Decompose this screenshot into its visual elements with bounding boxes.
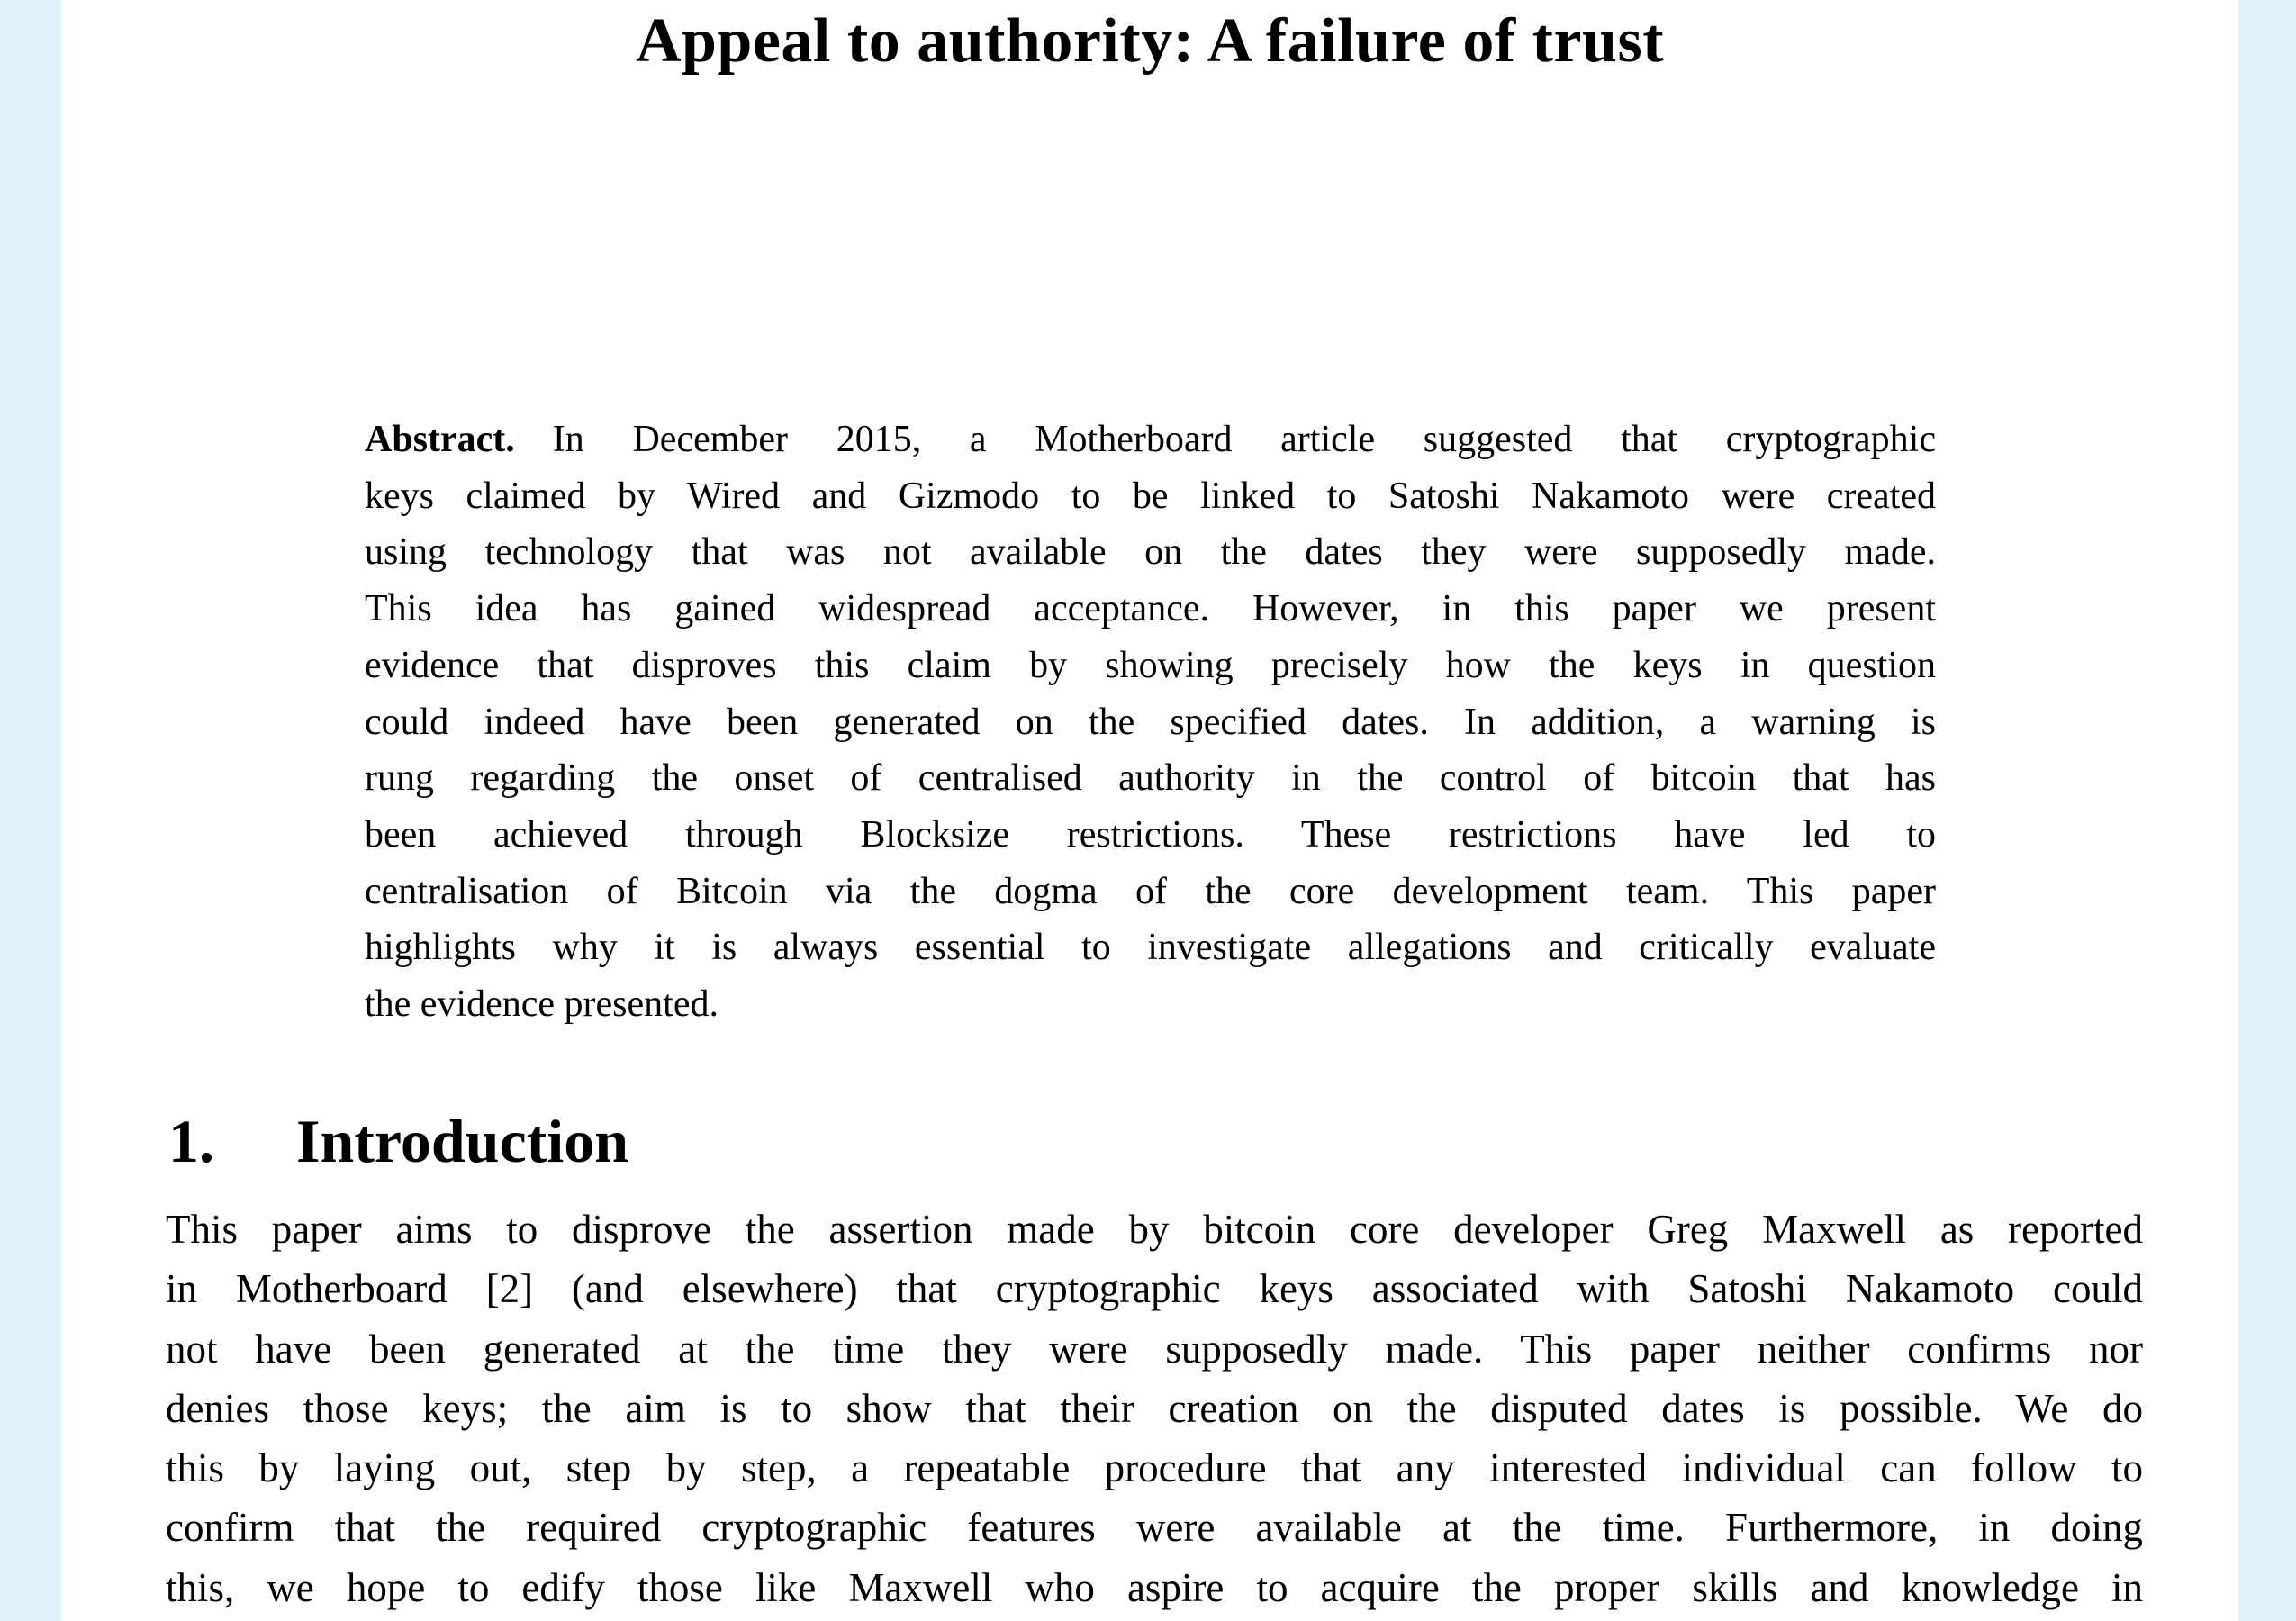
abstract-first-line-text: In December 2015, a Motherboard article suggested that cryptographic	[552, 419, 1936, 460]
text-line: in Motherboard [2] (and elsewhere) that cryptographic keys associated with Satoshi Nakamoto could	[166, 1266, 2143, 1312]
abstract-label: Abstract.	[365, 419, 515, 460]
text-line: could indeed have been generated on the specified dates. In addition, a warning is	[365, 701, 1936, 743]
text-line: been achieved through Blocksize restrictions. These restrictions have led to	[365, 813, 1936, 856]
paper-title: Appeal to authority: A failure of trust	[635, 6, 1665, 76]
text-line: the evidence presented.	[365, 983, 719, 1026]
text-line: This paper aims to disprove the assertion made by bitcoin core developer Greg Maxwell as reported	[166, 1207, 2143, 1252]
text-line: centralisation of Bitcoin via the dogma of the core development team. This paper	[365, 870, 1936, 912]
text-line: this by laying out, step by step, a repeatable procedure that any interested individual can follow to	[166, 1445, 2143, 1491]
section-number: 1.	[168, 1107, 214, 1175]
abstract-first-line	[365, 412, 1936, 468]
text-line: keys claimed by Wired and Gizmodo to be linked to Satoshi Nakamoto were created	[365, 475, 1936, 517]
text-line: This idea has gained widespread acceptance. However, in this paper we present	[365, 588, 1936, 630]
text-line: evidence that disproves this claim by showing precisely how the keys in question	[365, 644, 1936, 686]
left-gutter	[0, 0, 61, 1621]
text-line: confirm that the required cryptographic features were available at the time. Furthermore, in doing	[166, 1505, 2143, 1551]
abstract-lines	[365, 468, 1936, 1033]
section-heading	[168, 1106, 628, 1176]
document-page	[61, 0, 2238, 1621]
text-line: denies those keys; the aim is to show that their creation on the disputed dates is possible. We do	[166, 1385, 2143, 1431]
right-gutter	[2238, 0, 2296, 1621]
text-line: rung regarding the onset of centralised authority in the control of bitcoin that has	[365, 757, 1936, 800]
text-line: highlights why it is always essential to investigate allegations and critically evaluate	[365, 927, 1936, 969]
text-line: using technology that was not available on the dates they were supposedly made.	[365, 531, 1936, 574]
abstract-block	[365, 412, 1936, 1033]
text-line: this, we hope to edify those like Maxwell who aspire to acquire the proper skills and knowledge in	[166, 1564, 2143, 1610]
introduction-paragraph	[166, 1200, 2143, 1617]
text-line: not have been generated at the time they were supposedly made. This paper neither confirms nor	[166, 1326, 2143, 1372]
section-title: Introduction	[296, 1107, 629, 1175]
